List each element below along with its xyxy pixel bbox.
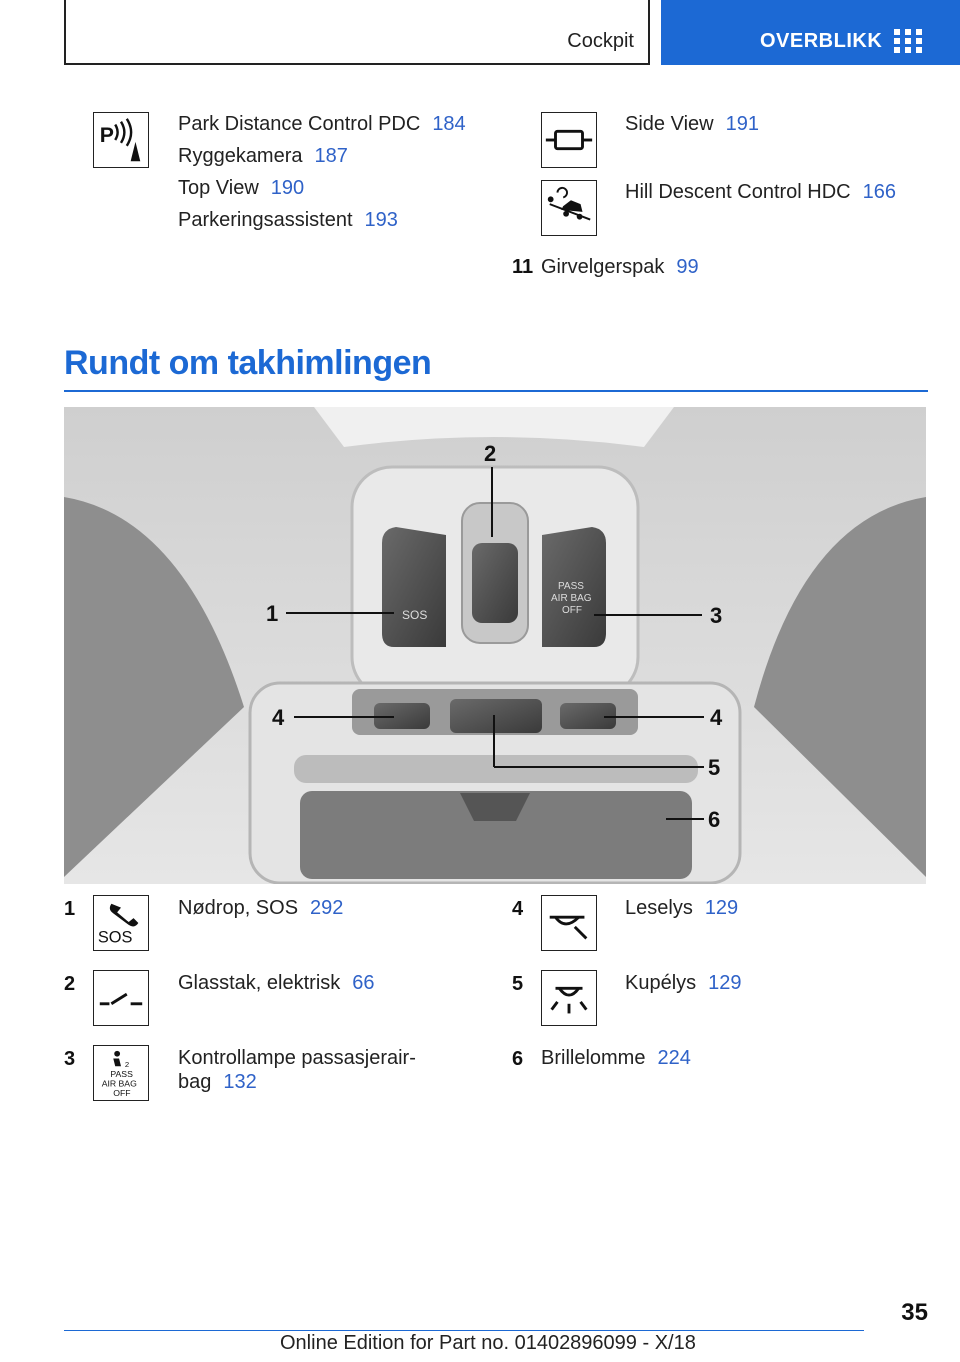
airbag-icon-airbag: AIR BAG <box>101 1078 137 1089</box>
airbag-label-airbag: AIR BAG <box>551 593 592 604</box>
legend-number-3: 3 <box>64 1048 76 1070</box>
legend-item-airbag-line1[interactable]: Kontrollampe passasjerair- <box>178 1047 416 1069</box>
legend-number-5: 5 <box>512 973 524 995</box>
overhead-console-figure <box>64 407 926 884</box>
grid-icon[interactable] <box>894 29 922 53</box>
toc-item-girvelgerspak[interactable]: Girvelgerspak 99 <box>541 256 699 278</box>
airbag-icon-pass: PASS <box>110 1068 133 1079</box>
legend-number-2: 2 <box>64 973 76 995</box>
legend-number-4: 4 <box>512 898 524 920</box>
interior-light-icon <box>541 970 597 1026</box>
toc-item-top-view[interactable]: Top View 190 <box>178 177 305 199</box>
toc-item-ryggekamera[interactable]: Ryggekamera 187 <box>178 145 348 167</box>
side-view-camera-icon <box>541 112 597 168</box>
footer-divider <box>64 1330 864 1331</box>
header-chapter-label: OVERBLIKK <box>760 30 883 52</box>
legend-item-glass-roof[interactable]: Glasstak, elektrisk 66 <box>178 972 375 994</box>
park-distance-control-icon <box>93 112 149 168</box>
legend-number-1: 1 <box>64 898 76 920</box>
legend-item-glasses-pocket[interactable]: Brillelomme 224 <box>541 1047 691 1069</box>
callout-5: 5 <box>708 755 721 780</box>
svg-text:2: 2 <box>124 1060 130 1070</box>
callout-4-right: 4 <box>710 705 723 730</box>
toc-item-side-view[interactable]: Side View 191 <box>625 113 759 135</box>
page-number: 35 <box>901 1299 928 1326</box>
sos-icon-label: SOS <box>97 928 133 947</box>
header-section-tab[interactable] <box>64 0 650 65</box>
airbag-icon-off: OFF <box>113 1088 131 1099</box>
callout-6: 6 <box>708 807 721 832</box>
reading-light-icon <box>541 895 597 951</box>
legend-item-airbag-line2[interactable]: bag 132 <box>178 1071 257 1093</box>
toc-item-pdc[interactable]: Park Distance Control PDC 184 <box>178 113 466 135</box>
legend-number-6: 6 <box>512 1048 524 1070</box>
callout-3: 3 <box>710 603 723 628</box>
section-divider <box>64 390 928 392</box>
header-section-label: Cockpit <box>567 30 634 52</box>
callout-4-left: 4 <box>272 705 285 730</box>
callout-2: 2 <box>484 441 497 466</box>
toc-item-parkeringsassistent[interactable]: Parkeringsassistent 193 <box>178 209 398 231</box>
callout-1: 1 <box>266 601 279 626</box>
toc-item-hdc[interactable]: Hill Descent Control HDC 166 <box>625 181 896 203</box>
airbag-label-off: OFF <box>562 605 582 616</box>
sos-button-label: SOS <box>402 608 428 622</box>
footer-edition: Online Edition for Part no. 01402896099 - X/18 <box>280 1332 696 1354</box>
item-number: 11 <box>512 256 534 278</box>
header-chapter-tab[interactable] <box>661 0 960 65</box>
svg-text:P: P <box>99 123 114 147</box>
sos-icon <box>93 895 149 951</box>
legend-item-sos[interactable]: Nødrop, SOS 292 <box>178 897 344 919</box>
section-title: Rundt om takhimlingen <box>64 344 432 382</box>
hill-descent-control-icon <box>541 180 597 236</box>
airbag-label-pass: PASS <box>558 581 584 592</box>
passenger-airbag-icon <box>93 1045 149 1101</box>
legend-item-reading-light[interactable]: Leselys 129 <box>625 897 739 919</box>
glass-roof-icon <box>93 970 149 1026</box>
legend-item-interior-light[interactable]: Kupélys 129 <box>625 972 742 994</box>
